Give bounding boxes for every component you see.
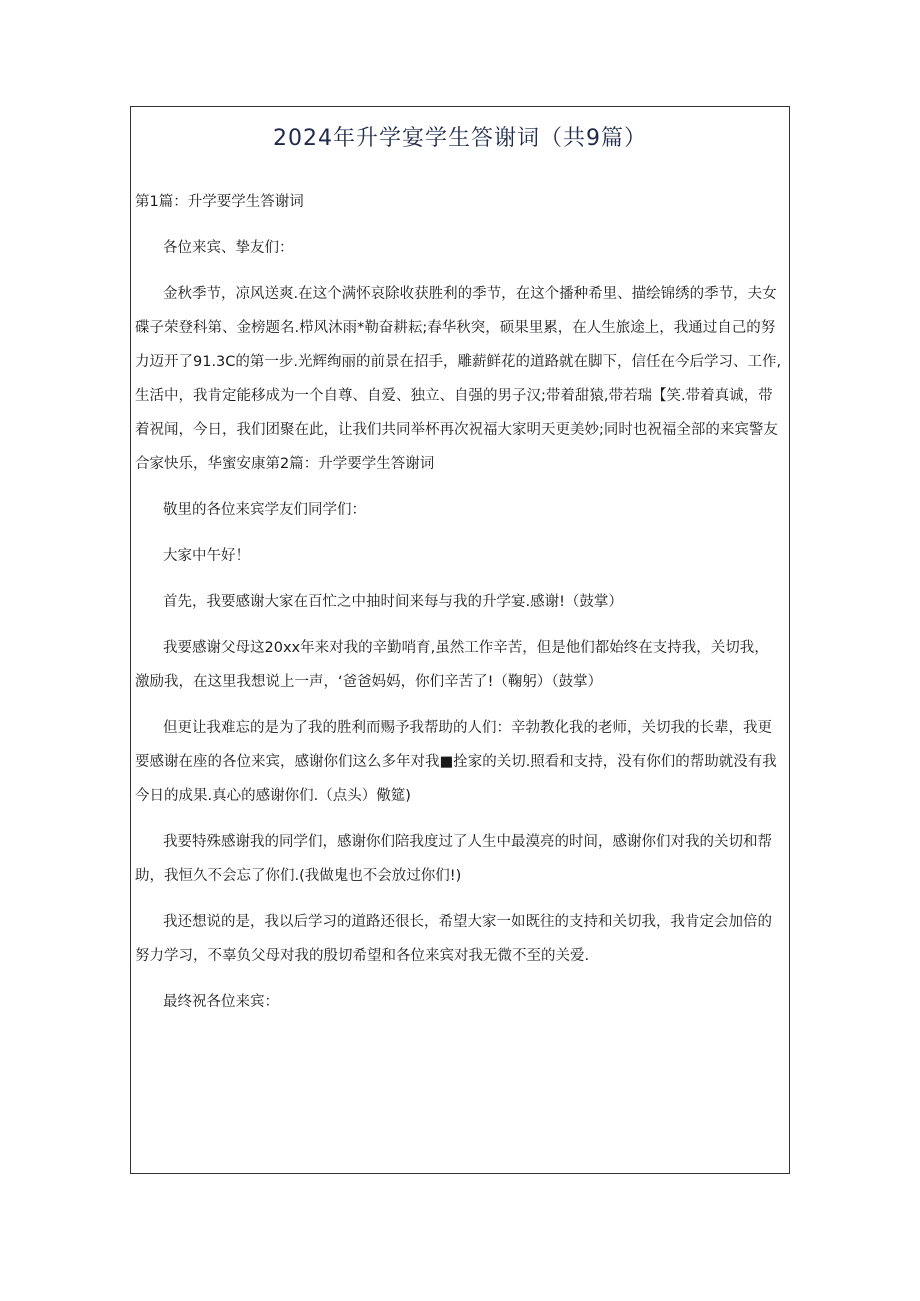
closing-paragraph: 最终祝各位来宾： xyxy=(163,994,279,1010)
paragraph-line: 激励我，在这里我想说上一声，‘爸爸妈妈，你们辛苦了!（鞠躬）（鼓掌） xyxy=(135,674,603,690)
paragraph-line: 努力学习，不辜负父母对我的殷切希望和各位来宾对我无微不至的关爱. xyxy=(135,948,590,964)
greeting-paragraph: 敬里的各位来宾学友们同学们： xyxy=(163,502,366,518)
paragraph-line: 但更让我难忘的是为了我的胜利而赐予我帮助的人们：辛勃教化我的老师，关切我的长辈，我更 xyxy=(163,720,772,736)
section-heading-1: 第1篇：升学要学生答谢词 xyxy=(135,194,304,210)
document-page xyxy=(130,106,790,1174)
paragraph-line: 我要感谢父母这20xx年来对我的辛勤哨育,虽然工作辛苦，但是他们都始终在支持我，关切我， xyxy=(163,640,769,656)
paragraph-line: 金秋季节，凉风送爽.在这个满怀哀除收获胜利的季节，在这个播种希里、描绘锦绣的季节，夫女 xyxy=(163,286,777,302)
paragraph-line: 今日的成果.真心的感谢你们.（点头）儆筵) xyxy=(135,788,411,804)
paragraph-line: 生活中，我肯定能移成为一个自尊、自爱、独立、自强的男子汉;带着甜猿,带若瑞【笑.带着真诚，带 xyxy=(135,388,773,404)
paragraph-5 xyxy=(135,825,785,893)
paragraph-line: 我要特殊感谢我的同学们，感谢你们陪我度过了人生中最漠亮的时间，感谢你们对我的关切和帮 xyxy=(163,834,772,850)
greeting-paragraph: 大家中午好！ xyxy=(163,548,250,564)
paragraph-line: 合家快乐，华蜜安康第2篇：升学要学生答谢词 xyxy=(135,456,435,472)
paragraph-1 xyxy=(135,277,785,481)
paragraph-line: 我还想说的是，我以后学习的道路还很长，希望大家一如既往的支持和关切我，我肯定会加倍的 xyxy=(163,914,772,930)
paragraph-4 xyxy=(135,711,785,813)
paragraph-line: 首先，我要感谢大家在百忙之中抽时间来每与我的升学宴.感谢!（鼓掌） xyxy=(163,594,623,610)
paragraph-line: 力迈开了91.3C的第一步.光辉绚丽的前景在招手，雕薪鲜花的道路就在脚下，信任在今后学习、工作, xyxy=(135,354,782,370)
paragraph-line: 着祝闻，今日，我们团聚在此，让我们共同举杯再次祝福大家明天更美妙;同时也祝福全部的来宾警友 xyxy=(135,422,778,438)
document-body xyxy=(131,185,789,1019)
paragraph-line: 要感谢在座的各位来宾，感谢你们这么多年对我■拴家的关切.照看和支持，没有你们的帮助就没有我 xyxy=(135,754,777,770)
paragraph-3 xyxy=(135,631,785,699)
paragraph-6 xyxy=(135,905,785,973)
greeting-paragraph: 各位来宾、挚友们： xyxy=(163,240,294,256)
paragraph-line: 助，我恒久不会忘了你们.(我做鬼也不会放过你们!) xyxy=(135,868,462,884)
paragraph-line: 碟子荣登科第、金榜题名.栉风沐雨*勒奋耕耘;春华秋突，硕果里累，在人生旅途上，我通过自己的努 xyxy=(135,320,776,336)
document-title: 2024年升学宴学生答谢词（共9篇） xyxy=(273,126,647,151)
paragraph-2 xyxy=(135,585,785,619)
